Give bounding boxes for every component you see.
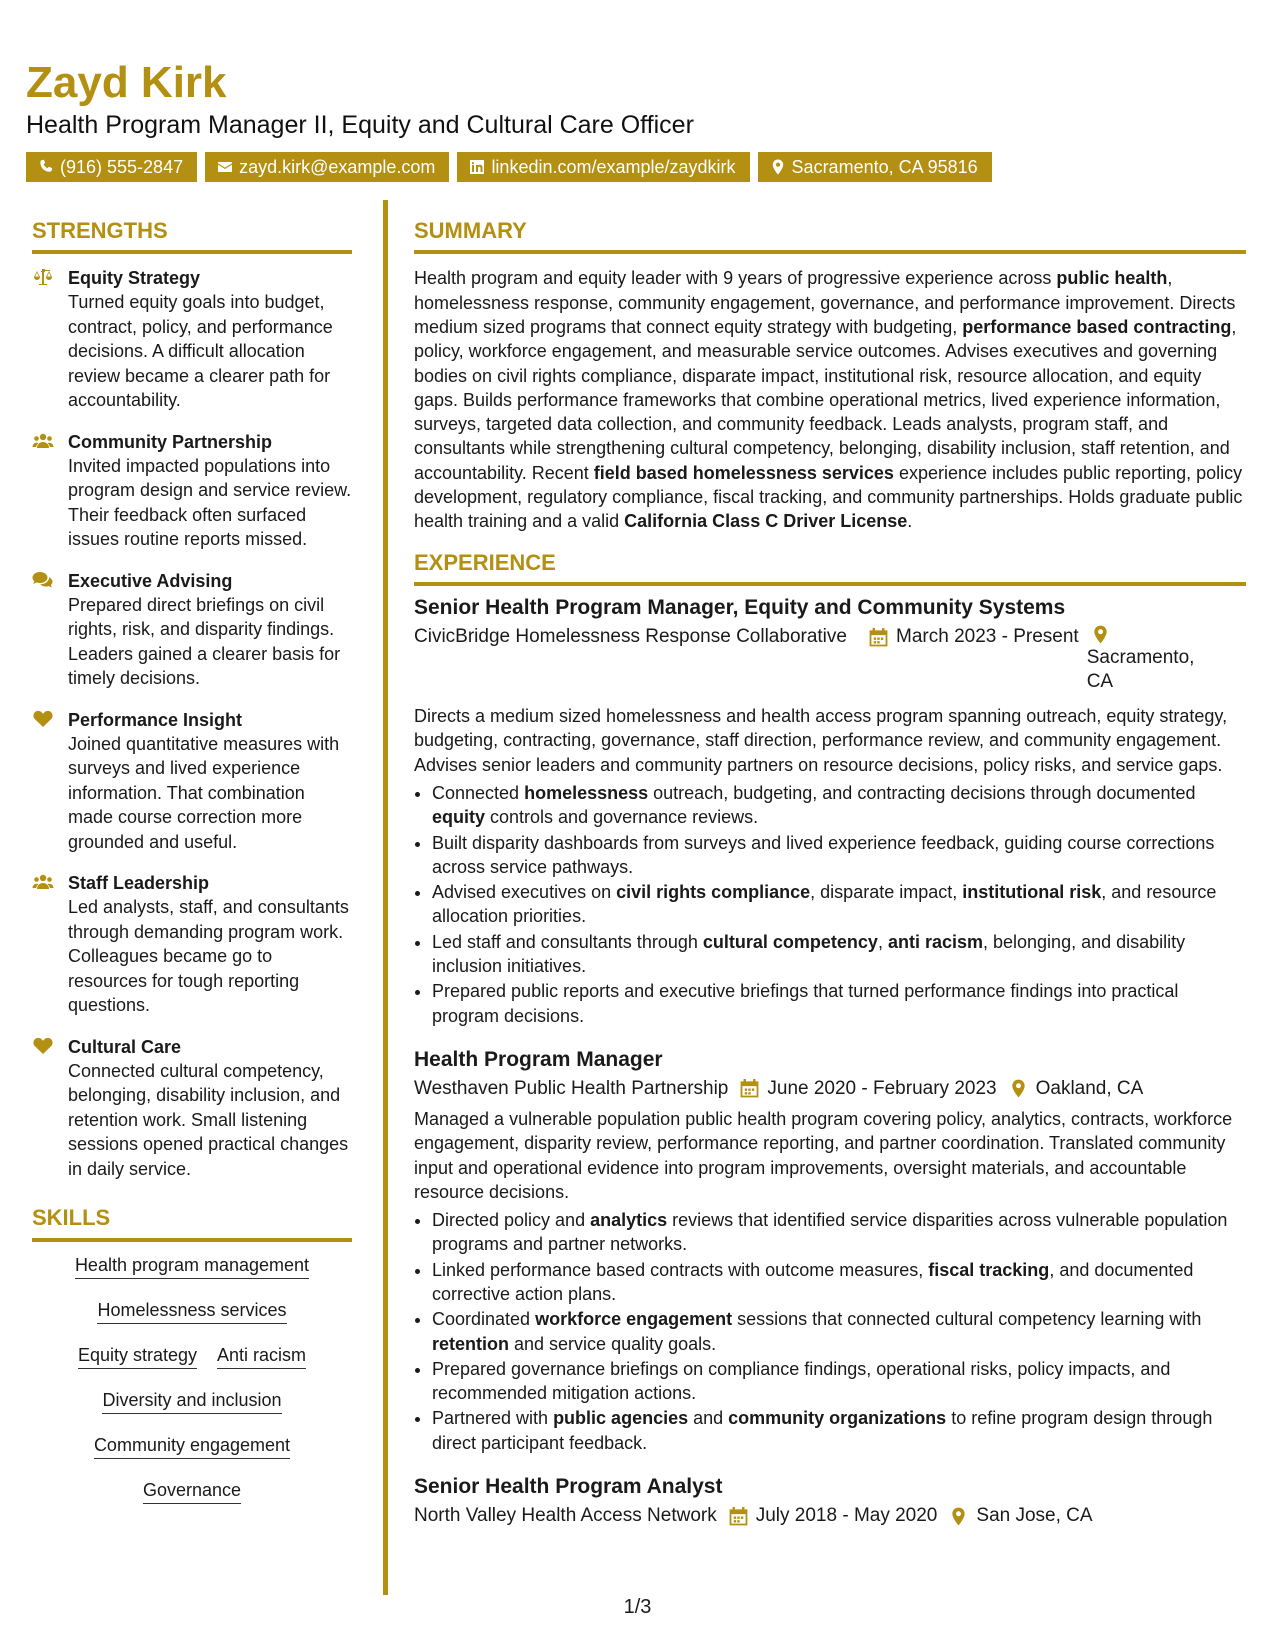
bullet-item: • Directed policy and analytics reviews that identified service disparities across vulnerable population programs and partner networks. [432, 1208, 1246, 1257]
comments-icon [32, 571, 54, 589]
job-title: Health Program Manager [414, 1047, 663, 1071]
summary-rule [414, 250, 1246, 254]
job-dates [729, 1504, 938, 1528]
envelope-icon [217, 159, 233, 175]
bullet-item: • Prepared public reports and executive briefings that turned performance findings into practical program decisions. [432, 979, 1246, 1028]
map-pin-icon [1091, 625, 1110, 644]
strength-title: Cultural Care [68, 1036, 182, 1057]
job-title: Senior Health Program Manager, Equity and Community Systems [414, 596, 1066, 620]
page-number: 1/3 [623, 1596, 652, 1618]
experience-rule [414, 582, 1246, 586]
job-entry [414, 1473, 1246, 1528]
strength-title: Executive Advising [68, 570, 233, 591]
left-column [32, 218, 352, 1524]
calendar-icon [729, 1507, 748, 1526]
bullet-item: • Connected homelessness outreach, budgeting, and contracting decisions through documented equity controls and governance reviews. [432, 781, 1246, 830]
contact-linkedin-text: linkedin.com/example/zaydkirk [491, 157, 736, 178]
candidate-name: Zayd Kirk [26, 58, 227, 107]
skills-list [32, 1254, 352, 1524]
job-dates-text: July 2018 - May 2020 [755, 1505, 938, 1527]
map-pin-icon [770, 159, 786, 175]
bullet-item: • Partnered with public agencies and community organizations to refine program design through direct participant feedback. [432, 1406, 1246, 1455]
contact-location[interactable] [758, 152, 992, 182]
job-company: Westhaven Public Health Partnership [414, 1077, 729, 1099]
job-location [1086, 625, 1205, 694]
contact-email[interactable] [205, 152, 449, 182]
strength-item [32, 266, 352, 413]
contact-bar [26, 152, 1246, 182]
strength-item [32, 430, 352, 552]
map-pin-icon [1009, 1079, 1028, 1098]
skill-tag: Equity strategy [78, 1344, 197, 1369]
bullet-item: • Linked performance based contracts with outcome measures, fiscal tracking, and documented corrective action plans. [432, 1258, 1246, 1307]
job-dates-text: March 2023 - Present [896, 626, 1079, 648]
calendar-icon [869, 628, 888, 647]
linkedin-icon [469, 159, 485, 175]
strength-desc: Connected cultural competency, belonging, disability inclusion, and retention work. Small listening sessions opened practical changes in daily service. [68, 1060, 349, 1179]
heart-icon [32, 710, 54, 728]
job-description: Directs a medium sized homelessness and health access program spanning outreach, equity strategy, budgeting, contracting, governance, staff direction, performance review, and community engagement. Advises senior leaders and community partners on resource decisions, policy risks, and service gaps. [414, 706, 1228, 775]
contact-linkedin[interactable] [457, 152, 749, 182]
skill-tag: Health program management [75, 1254, 309, 1279]
bullet-item: • Coordinated workforce engagement sessions that connected cultural competency learning with retention and service quality goals. [432, 1307, 1246, 1356]
skill-tag: Governance [143, 1479, 241, 1504]
contact-location-text: Sacramento, CA 95816 [791, 157, 978, 178]
candidate-headline: Health Program Manager II, Equity and Cultural Care Officer [26, 110, 694, 139]
skills-title: SKILLS [32, 1205, 111, 1231]
skills-rule [32, 1238, 352, 1242]
job-meta [414, 625, 1246, 694]
map-pin-icon [949, 1507, 968, 1526]
column-divider [383, 200, 388, 1595]
strength-title: Community Partnership [68, 431, 273, 452]
job-dates [869, 625, 1079, 649]
right-column [414, 218, 1246, 1546]
job-bullets [414, 781, 1246, 1028]
skill-tag: Homelessness services [97, 1299, 286, 1324]
strength-desc: Invited impacted populations into program design and service review. Their feedback often surfaced issues routine reports missed. [68, 455, 352, 550]
job-title: Senior Health Program Analyst [414, 1475, 723, 1499]
calendar-icon [740, 1079, 759, 1098]
bullet-item: • Led staff and consultants through cultural competency, anti racism, belonging, and disability inclusion initiatives. [432, 930, 1246, 979]
strength-item [32, 569, 352, 691]
strength-title: Staff Leadership [68, 873, 210, 894]
summary-title: SUMMARY [414, 218, 527, 243]
job-description: Managed a vulnerable population public health program covering policy, analytics, contracts, workforce engagement, disparity review, performance reporting, and partner coordination. Translated community input and operational evidence into program improvements, oversight materials, and accountable resource decisions. [414, 1108, 1233, 1202]
strength-item [32, 1035, 352, 1182]
job-location [1009, 1077, 1144, 1101]
job-location-text: San Jose, CA [976, 1505, 1093, 1527]
strength-desc: Led analysts, staff, and consultants through demanding program work. Colleagues became go to resources for tough reporting questions. [68, 897, 349, 1016]
strength-item [32, 708, 352, 855]
job-dates [740, 1077, 996, 1101]
bullet-item: • Prepared governance briefings on compliance findings, operational risks, policy impacts, and recommended mitigation actions. [432, 1357, 1246, 1406]
strength-desc: Joined quantitative measures with surveys and lived experience information. That combination made course correction more grounded and useful. [68, 733, 340, 852]
job-location-text: Sacramento, CA [1086, 647, 1195, 693]
users-icon [32, 432, 54, 450]
job-location-text: Oakland, CA [1035, 1077, 1144, 1099]
skill-tag: Anti racism [217, 1344, 306, 1369]
heart-icon [32, 1037, 54, 1055]
contact-email-text: zayd.kirk@example.com [239, 157, 436, 178]
strength-title: Performance Insight [68, 709, 243, 730]
job-company: North Valley Health Access Network [414, 1505, 717, 1527]
strengths-title: STRENGTHS [32, 218, 168, 243]
strengths-rule [32, 250, 352, 254]
contact-phone-text: (916) 555-2847 [60, 157, 184, 178]
skill-tag: Community engagement [94, 1434, 290, 1459]
strength-desc: Prepared direct briefings on civil rights, risk, and disparity findings. Leaders gained a clearer basis for timely decisions. [68, 594, 341, 689]
job-entry [414, 594, 1246, 1028]
job-bullets [414, 1208, 1246, 1455]
job-meta [414, 1504, 1246, 1528]
experience-title: EXPERIENCE [414, 549, 556, 575]
strength-desc: Turned equity goals into budget, contract, policy, and performance decisions. A difficult allocation review became a clearer path for accountability. [68, 292, 333, 411]
job-entry [414, 1046, 1246, 1455]
skill-tag: Diversity and inclusion [102, 1389, 281, 1414]
strength-title: Equity Strategy [68, 268, 201, 289]
strength-item [32, 871, 352, 1018]
job-company: CivicBridge Homelessness Response Collaborative [414, 626, 847, 648]
users-icon [32, 873, 54, 891]
contact-phone[interactable] [26, 152, 197, 182]
phone-icon [38, 159, 54, 175]
resume-header [26, 58, 1246, 182]
job-dates-text: June 2020 - February 2023 [767, 1077, 997, 1099]
scale-icon [32, 268, 54, 286]
job-meta [414, 1077, 1246, 1101]
job-location [949, 1504, 1092, 1528]
summary-text: Health program and equity leader with 9 years of progressive experience across public health, homelessness response, community engagement, governance, and performance improvement. Directs medium sized programs that connect equity strategy with budgeting, performance based contracting, policy, workforce engagement, and measurable service outcomes. Advises executives and governing bodies on civil rights compliance, disparate impact, institutional risk, resource allocation, and equity gaps. Builds performance frameworks that combine operational metrics, lived experience information, surveys, targeted data collection, and community feedback. Leads analysts, program staff, and consultants while strengthening cultural competency, belonging, disability inclusion, staff retention, and accountability. Recent field based homelessness services experience includes public reporting, policy development, regulatory compliance, fiscal tracking, and community partnerships. Holds graduate public health training and a valid California Class C Driver License. [414, 268, 1243, 532]
bullet-item: • Built disparity dashboards from surveys and lived experience feedback, guiding course corrections across service pathways. [432, 831, 1246, 880]
bullet-item: • Advised executives on civil rights compliance, disparate impact, institutional risk, and resource allocation priorities. [432, 880, 1246, 929]
